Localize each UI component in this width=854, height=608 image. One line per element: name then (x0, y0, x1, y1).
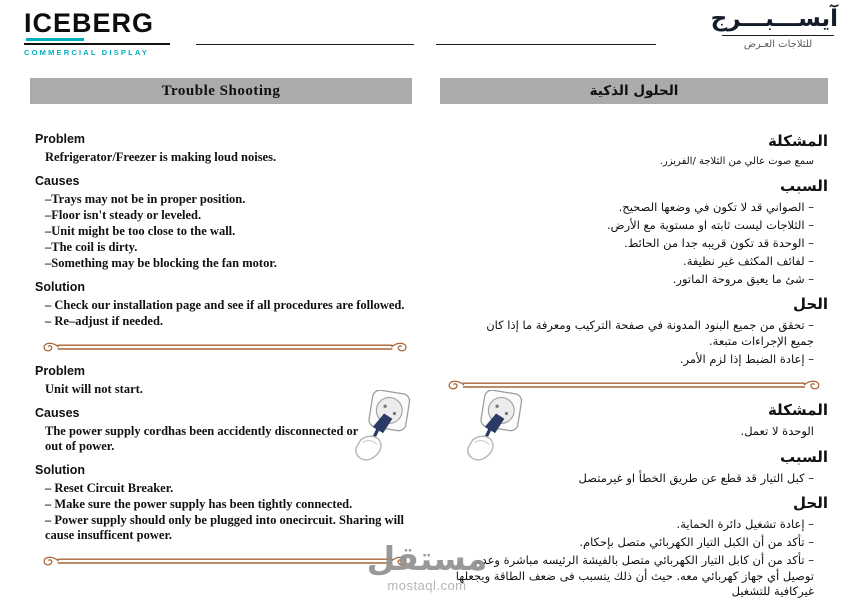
watermark-domain: mostaql.com (387, 577, 467, 593)
watermark (0, 539, 854, 593)
solution-item-ar: – إعادة الضبط إذا لزم الأمر. (679, 351, 814, 366)
logo-rule (24, 43, 170, 45)
power-plug-hand-icon (350, 390, 412, 466)
iceberg-logo-arabic (710, 6, 838, 51)
causes-label-ar: السبب (779, 176, 828, 195)
cause-item: –Trays may not be in proper position. (45, 192, 246, 206)
causes-label: Causes (35, 406, 80, 420)
cause-item-ar: – الوحدة قد تكون قريبه جدا من الحائط. (624, 235, 814, 250)
solution-label: Solution (35, 463, 85, 477)
arabic-column (440, 132, 828, 608)
section-header-english: Trouble Shooting (30, 78, 412, 104)
logo-accent-bar (26, 38, 84, 41)
causes-label: Causes (35, 174, 80, 188)
solution-item-ar: – تحقق من جميع البنود المدونة في صفحة التركيب ومعرفة ما إذا كان جميع الإجراءات متبعة. (486, 318, 814, 348)
watermark-text: مستقل (366, 539, 488, 578)
cause-item-ar: – كبل التيار قد قطع عن طريق الخطأ او غيرمتصل (578, 470, 814, 485)
solution-item: – Make sure the power supply has been tightly connected. (45, 497, 353, 511)
logo-arabic-rule (722, 35, 834, 37)
iceberg-logo-arabic-subtitle: للثلاجات العـرض (743, 39, 813, 51)
solution-item: – Re–adjust if needed. (45, 314, 164, 328)
cause-item: –Floor isn't steady or leveled. (45, 208, 202, 222)
cause-item-ar: – الصواني قد لا تكون في وضعها الصحيح. (618, 199, 814, 214)
cause-item: –The coil is dirty. (45, 240, 138, 254)
cause-item-ar: – شئ ما يعيق مروحة الماتور. (672, 271, 814, 286)
cause-item: –Something may be blocking the fan motor. (45, 256, 277, 270)
iceberg-logo (24, 10, 176, 57)
solution-label: Solution (35, 280, 85, 294)
iceberg-logo-text: ICEBERG (24, 8, 155, 38)
power-plug-hand-icon (462, 390, 524, 466)
problem-text-ar: الوحدة لا تعمل. (740, 424, 814, 439)
solution-item: – Reset Circuit Breaker. (45, 481, 174, 495)
solution-item-ar: – تأكد من أن كابل التيار الكهربائي متصل بالفيشة الرئيسه مباشرة وعدم توصيل أي جهاز كهربائي معه. حيث أن ذلك يتسبب فى ضعف الطاقة ويجعلها غيركافية للتشغيل (455, 553, 814, 599)
cause-item: –Unit might be too close to the wall. (45, 224, 236, 238)
problem-text: Refrigerator/Freezer is making loud noises. (45, 150, 277, 164)
blank-fill-line-right (436, 44, 656, 45)
english-column (35, 132, 415, 573)
problem-text: Unit will not start. (45, 382, 143, 396)
ornamental-divider (39, 339, 411, 355)
solution-item: – Power supply should only be plugged into onecircuit. Sharing will cause insufficent power. (45, 513, 404, 542)
blank-fill-line-left (196, 44, 414, 45)
problem-label: Problem (35, 364, 86, 378)
problem-text-ar: سمع صوت عالي من الثلاجة /الفريزر. (659, 156, 814, 167)
section-header-arabic: الحلول الذكية (440, 78, 828, 104)
problem-label: Problem (35, 132, 86, 146)
solution-label-ar: الحل (793, 494, 828, 513)
problem-label-ar: المشكلة (767, 401, 828, 420)
solution-item-ar: – إعادة تشغيل دائرة الحماية. (676, 517, 814, 532)
solution-item-ar: – تأكد من أن الكبل التيار الكهربائي متصل بإحكام. (579, 535, 814, 550)
cause-item-ar: – الثلاجات ليست ثابته او مستوية مع الأرض. (607, 217, 814, 232)
cause-item-ar: – لفائف المكثف غير نظيفة. (683, 253, 814, 268)
iceberg-logo-arabic-text: آيســـبـــرج (710, 6, 838, 32)
causes-label-ar: السبب (779, 447, 828, 466)
solution-item: – Check our installation page and see if all procedures are followed. (45, 298, 405, 312)
solution-label-ar: الحل (793, 295, 828, 314)
problem-label-ar: المشكلة (767, 132, 828, 150)
cause-item: The power supply cordhas been accidently disconnected or out of power. (45, 424, 359, 453)
iceberg-logo-subtitle: COMMERCIAL DISPLAY (24, 48, 150, 57)
